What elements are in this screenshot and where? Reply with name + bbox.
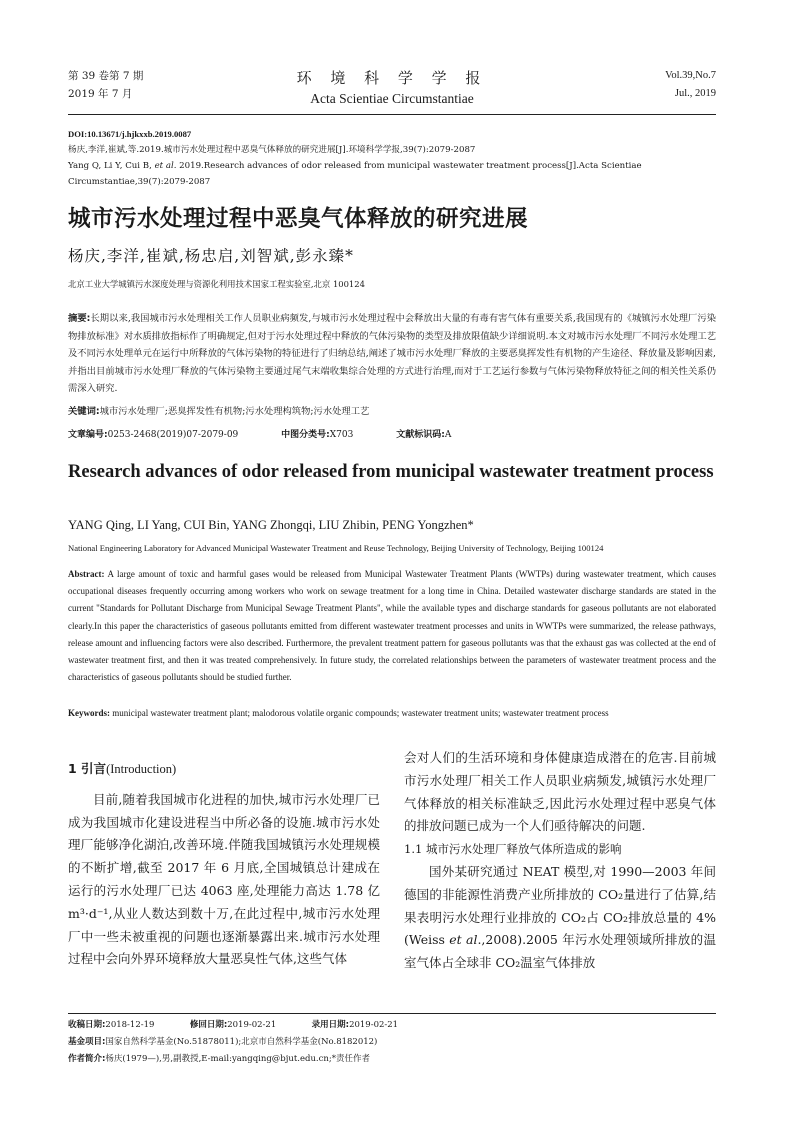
volume-cn: 第 39 卷第 7 期 — [68, 70, 144, 82]
header-rule — [68, 114, 716, 115]
section-heading-cn: 1 引言 — [68, 761, 107, 776]
body-paragraph-continued: 会对人们的生活环境和身体健康造成潜在的危害.目前城市污水处理厂相关工作人员职业病频发,城镇污水处理厂气体释放的相关标准缺乏,因此污水处理过程中恶臭气体的排放问题已成为一个人们亟待解决的问题. — [404, 750, 716, 834]
section-heading-en: (Introduction) — [106, 762, 177, 776]
doc-code: A — [444, 430, 452, 440]
journal-name-cn: 环 境 科 学 学 报 — [296, 69, 488, 87]
article-no-label: 文章编号: — [68, 430, 108, 440]
dates-line — [68, 1017, 716, 1034]
citation-en-part2: . 2019.Research advances of odor released from municipal wastewater treatment process[J].Acta Scientiae Circumstantiae,39(7):2079-2087 — [68, 161, 642, 187]
abstract-en-text: A large amount of toxic and harmful gases would be released from Municipal Wastewater Treatment Plants (WWTPs) during wastewater treatment, which causes occupational diseases frequently occurring among workers who work on sewage treatment for a long time in China. Detailed wastewater discharge standards are stated in the current "Standards for Pollutant Discharge from Municipal Sewage Treatment Plants", while the available types and discharge standards for gaseous pollutants are not elaborated clearly.In this paper the characteristics of gaseous pollutants emitted from different wastewater treatment processes and units in WWTPs were summarized, the release pathways, release amount and influencing factors were also described. Furthermore, the prevalent treatment pattern for gaseous pollutants was that the exhaust gas was collected at the end of wastewater treatment first, and then it was treated comprehensively. In future study, the correlated relationships between the parameters of wastewater treatment process and the characteristics of gaseous pollutants should be studied further. — [68, 569, 716, 683]
abstract-en — [68, 566, 716, 686]
keywords-cn — [68, 403, 716, 417]
fund-label: 基金项目: — [68, 1037, 106, 1047]
body-column-right — [404, 747, 716, 975]
body-column-left — [68, 758, 380, 971]
abstract-cn-text: 长期以来,我国城市污水处理相关工作人员职业病频发,与城市污水处理过程中会释放出大量的有毒有害气体有重要关系,我国现有的《城镇污水处理厂污染物排放标准》对水质排放指标作了明确规定,但对于污水处理过程中释放的气体污染物的类型及排放限值缺少详细说明.本文对城市污水处理厂不同污水处理工艺及不同污水处理单元在运行中所释放的气体污染物的特征进行了归纳总结,阐述了城市污水处理厂释放的主要恶臭挥发性有机物的产生途径、释放量及影响因素,并指出目前城市污水处理厂释放的气体污染物主要通过尾气末端收集综合处理的方式进行治理,而对于工艺运行参数与气体污染物释放特征之间的相关性关系仍需深入研究. — [68, 313, 716, 394]
abstract-cn — [68, 310, 716, 398]
article-meta — [68, 427, 451, 440]
header-right — [665, 67, 716, 103]
keywords-cn-text: 城市污水处理厂;恶臭挥发性有机物;污水处理构筑物;污水处理工艺 — [99, 406, 370, 417]
citation-cn: 杨庆,李洋,崔斌,等.2019.城市污水处理过程中恶臭气体释放的研究进展[J].环境科学学报,39(7):2079-2087 — [68, 145, 476, 155]
body-paragraph-part1: 国外某研究通过 NEAT 模型,对 1990—2003 年间德国的非能源性消费产业所排放的 CO₂量进行了估算,结果表明污水处理行业排放的 CO₂占 CO₂排放总量的 4%(Weiss — [404, 863, 716, 948]
journal-name-en: Acta Scientiae Circumstantiae — [310, 91, 474, 106]
citation-block — [68, 126, 716, 190]
body-paragraph-etal: et al — [449, 932, 478, 948]
keywords-en — [68, 708, 716, 718]
keywords-cn-label: 关键词: — [68, 406, 100, 417]
revised-date: 2019-02-21 — [227, 1020, 277, 1030]
body-paragraph-part2: .,2008).2005 年污水处理领域所排放的温室气体占全球非 CO₂温室气体排放 — [404, 932, 716, 971]
clc-label: 中图分类号: — [281, 430, 330, 440]
footnote-rule — [68, 1013, 716, 1014]
date-en: Jul., 2019 — [674, 88, 716, 99]
date-cn: 2019 年 7 月 — [68, 88, 133, 100]
title-cn: 城市污水处理过程中恶臭气体释放的研究进展 — [68, 206, 529, 232]
body-paragraph: 目前,随着我国城市化进程的加快,城市污水处理厂已成为我国城市化建设进程当中所必备的设施.城市污水处理厂能够净化湖泊,改善环境.伴随我国城镇污水处理规模的不断扩增,截至 2017 年 6 月底,全国城镇总计建成在运行的污水处理厂已达 4063 座,处理能力高达 1.78 亿 m³·d⁻¹,从业人数达到数十万,在此过程中,城市污水处理厂中一些未被重视的问题也逐渐暴露出来.城市污水处理过程中会向外界环境释放大量恶臭性气体,这些气体 — [68, 791, 380, 967]
article-no: 0253-2468(2019)07-2079-09 — [107, 430, 239, 440]
fund-text: 国家自然科学基金(No.51878011);北京市自然科学基金(No.8182012) — [105, 1037, 378, 1047]
section-heading — [68, 758, 380, 781]
subsection-heading: 1.1 城市污水处理厂释放气体所造成的影响 — [404, 842, 622, 857]
clc: X703 — [329, 430, 354, 440]
body-paragraph — [404, 861, 716, 975]
author-line — [68, 1051, 716, 1068]
fund-line — [68, 1034, 716, 1051]
doc-code-label: 文献标识码: — [396, 430, 445, 440]
author-label: 作者简介: — [68, 1054, 106, 1064]
citation-en — [68, 158, 716, 190]
citation-en-part1: Yang Q, Li Y, Cui B, — [68, 161, 152, 171]
citation-en-etal: et al — [151, 161, 174, 171]
doi: DOI:10.13671/j.hjkxxb.2019.0087 — [68, 129, 192, 139]
title-en: Research advances of odor released from municipal wastewater treatment process — [68, 462, 714, 482]
volume-en: Vol.39,No.7 — [665, 70, 716, 81]
keywords-en-label: Keywords: — [68, 708, 110, 718]
keywords-en-text: municipal wastewater treatment plant; malodorous volatile organic compounds; wastewater treatment units; wastewater treatment process — [110, 708, 609, 718]
revised-label: 修回日期: — [189, 1020, 228, 1030]
authors-en: YANG Qing, LI Yang, CUI Bin, YANG Zhongqi, LIU Zhibin, PENG Yongzhen* — [68, 518, 474, 532]
received-label: 收稿日期: — [68, 1020, 106, 1030]
abstract-en-label: Abstract: — [68, 569, 105, 579]
received-date: 2018-12-19 — [105, 1020, 155, 1030]
affiliation-cn: 北京工业大学城镇污水深度处理与资源化利用技术国家工程实验室,北京 100124 — [68, 279, 365, 289]
accepted-label: 录用日期: — [311, 1020, 350, 1030]
accepted-date: 2019-02-21 — [349, 1020, 399, 1030]
header-center — [68, 67, 716, 109]
affiliation-en: National Engineering Laboratory for Advanced Municipal Wastewater Treatment and Reuse Technology, Beijing University of Technology, Beijing 100124 — [68, 543, 604, 553]
running-header — [68, 67, 716, 111]
author-text: 杨庆(1979—),男,副教授,E-mail:yangqing@bjut.edu.cn;*责任作者 — [105, 1054, 370, 1064]
authors-cn: 杨庆,李洋,崔斌,杨忠启,刘智斌,彭永臻* — [68, 247, 354, 265]
abstract-cn-label: 摘要: — [68, 313, 91, 324]
footnote-block — [68, 1017, 716, 1068]
